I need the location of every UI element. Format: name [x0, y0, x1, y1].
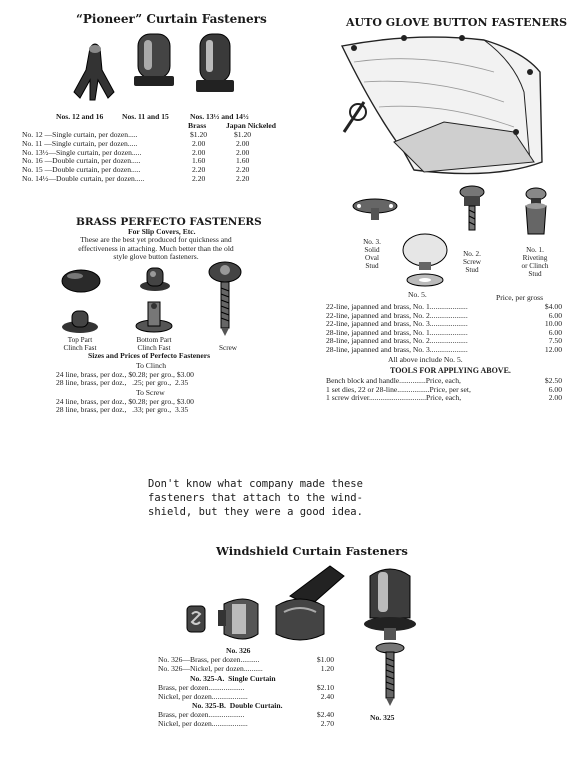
- windshield-clip-small-illustration: [185, 604, 207, 634]
- pioneer-row: No. 16 —Double curtain, per dozen..... 1.60 1.60: [22, 156, 250, 166]
- glove-caption-no1: No. 1. Riveting or Clinch Stud: [521, 246, 549, 278]
- windshield-bracket-illustration: [270, 566, 350, 646]
- pioneer-caption-1: Nos. 12 and 16: [56, 112, 104, 121]
- pioneer-row: No. 13½—Single curtain, per dozen..... 2.00 2.00: [22, 147, 250, 157]
- perfecto-clinch-row: 24 line, brass, per doz., $0.28; per gro., $3.00: [56, 370, 194, 379]
- perfecto-caption-screw: Screw: [219, 344, 237, 352]
- pioneer-col-japan: Japan Nickeled: [226, 121, 276, 130]
- pioneer-price-table: [22, 130, 252, 184]
- glove-include-note: All above include No. 5.: [388, 355, 463, 364]
- perfecto-screw-row: 28 line, brass, per doz., .33; per gro., 3.35: [56, 405, 189, 414]
- no326-table: [158, 656, 334, 673]
- typed-note: Don't know what company made these fasteners that attach to the wind- shield, but they were a good idea.: [148, 478, 363, 518]
- glove-stud-no1-illustration: [520, 184, 552, 240]
- auto-top-illustration: [334, 32, 554, 182]
- no325a-heading: No. 325-A. Single Curtain: [190, 674, 276, 683]
- perfecto-top-part-illustration: [60, 305, 100, 335]
- perfecto-caption-top: Top Part Clinch Fast: [63, 336, 97, 352]
- pioneer-row: No. 11 —Single curtain, per dozen..... 2.00 2.00: [22, 138, 250, 148]
- tool-row: Bench block and handle..............Price, each, $2.50: [326, 376, 562, 385]
- no325b-heading: No. 325-B. Double Curtain.: [192, 701, 283, 710]
- glove-stud-no2-illustration: [456, 180, 488, 236]
- pioneer-row: No. 14½—Double curtain, per dozen..... 2.20 2.20: [22, 173, 250, 183]
- pioneer-caption-2: Nos. 11 and 15: [122, 112, 169, 121]
- glove-price-header: Price, per gross: [496, 293, 544, 302]
- glove-caption-no3: No. 3. Solid Oval Stud: [363, 238, 381, 270]
- glove-row: 22-line, japanned and brass, No. 2.................... 6.00: [326, 310, 562, 320]
- perfecto-intro: These are the best yet produced for quickness and effectiveness in attaching. Much better than the old style glove button fasteners.: [78, 235, 234, 262]
- pioneer-fastener-illustration-2: [132, 30, 177, 100]
- pioneer-fastener-illustration-1: [70, 40, 120, 110]
- glove-row: 22-line, japanned and brass, No. 1.................... $4.00: [326, 302, 562, 311]
- no325-caption: No. 325: [370, 713, 395, 722]
- no325b-row: Nickel, per dozen................... 2.70: [158, 718, 334, 728]
- perfecto-caption-bottom: Bottom Part Clinch Fast: [136, 336, 172, 352]
- glove-stud-no3-illustration: [350, 190, 400, 222]
- pioneer-fastener-illustration-3: [192, 32, 237, 104]
- no325a-row: Brass, per dozen................... $2.10: [158, 683, 334, 692]
- perfecto-title: BRASS PERFECTO FASTENERS: [76, 216, 262, 228]
- no325a-table: [158, 684, 334, 701]
- perfecto-subtitle: For Slip Covers, Etc.: [128, 227, 196, 236]
- glove-tools-heading: TOOLS FOR APPLYING ABOVE.: [390, 366, 511, 375]
- glove-row: 28-line, japanned and brass, No. 1.................... 6.00: [326, 327, 562, 337]
- perfecto-clinch-heading: To Clinch: [136, 361, 167, 370]
- windshield-clamp-illustration: [214, 594, 264, 644]
- perfecto-bottom-part-illustration: [134, 298, 174, 334]
- glove-row: 28-line, japanned and brass, No. 3.................... 12.00: [326, 344, 562, 354]
- perfecto-screw-heading: To Screw: [136, 388, 165, 397]
- pioneer-row: No. 12 —Single curtain, per dozen..... $1.20 $1.20: [22, 130, 252, 139]
- pioneer-caption-3: Nos. 13½ and 14½: [190, 112, 249, 121]
- perfecto-small-stud-illustration: [138, 264, 172, 292]
- no326-heading: No. 326: [226, 646, 251, 655]
- glove-price-table: [326, 303, 562, 355]
- no326-row: No. 326—Nickel, per dozen.......... 1.20: [158, 663, 334, 673]
- glove-title: AUTO GLOVE BUTTON FASTENERS: [346, 16, 568, 29]
- no326-row: No. 326—Brass, per dozen.......... $1.00: [158, 655, 334, 664]
- glove-caption-no5: No. 5.: [408, 290, 427, 299]
- perfecto-screw-row: 24 line, brass, per doz., $0.28; per gro., $3.00: [56, 397, 194, 406]
- glove-row: 28-line, japanned and brass, No. 2.................... 7.50: [326, 336, 562, 346]
- glove-caption-no2: No. 2. Screw Stud: [463, 250, 481, 274]
- perfecto-oval-stud-illustration: [60, 268, 102, 294]
- no325b-row: Brass, per dozen................... $2.40: [158, 710, 334, 719]
- no325a-row: Nickel, per dozen................... 2.40: [158, 691, 334, 701]
- perfecto-sizes-heading: Sizes and Prices of Perfecto Fasteners: [88, 351, 211, 360]
- no325b-table: [158, 711, 334, 728]
- glove-row: 22-line, japanned and brass, No. 3.................... 10.00: [326, 319, 562, 329]
- windshield-title: Windshield Curtain Fasteners: [216, 544, 408, 558]
- windshield-no325-fastener-illustration: [360, 562, 420, 712]
- perfecto-clinch-row: 28 line, brass, per doz., .25; per gro., 2.35: [56, 378, 189, 387]
- tool-row: 1 set dies, 22 or 28-line.................Price, per set, 6.00: [326, 384, 562, 394]
- pioneer-row: No. 15 —Double curtain, per dozen..... 2.20 2.20: [22, 165, 250, 175]
- tool-row: 1 screw driver..............................Price, each, 2.00: [326, 393, 562, 403]
- pioneer-title: “Pioneer” Curtain Fasteners: [76, 12, 267, 26]
- pioneer-col-brass: Brass: [188, 121, 207, 130]
- glove-button-no5-illustration: [398, 232, 452, 288]
- perfecto-screw-illustration: [205, 258, 245, 338]
- glove-tools-table: [326, 377, 562, 403]
